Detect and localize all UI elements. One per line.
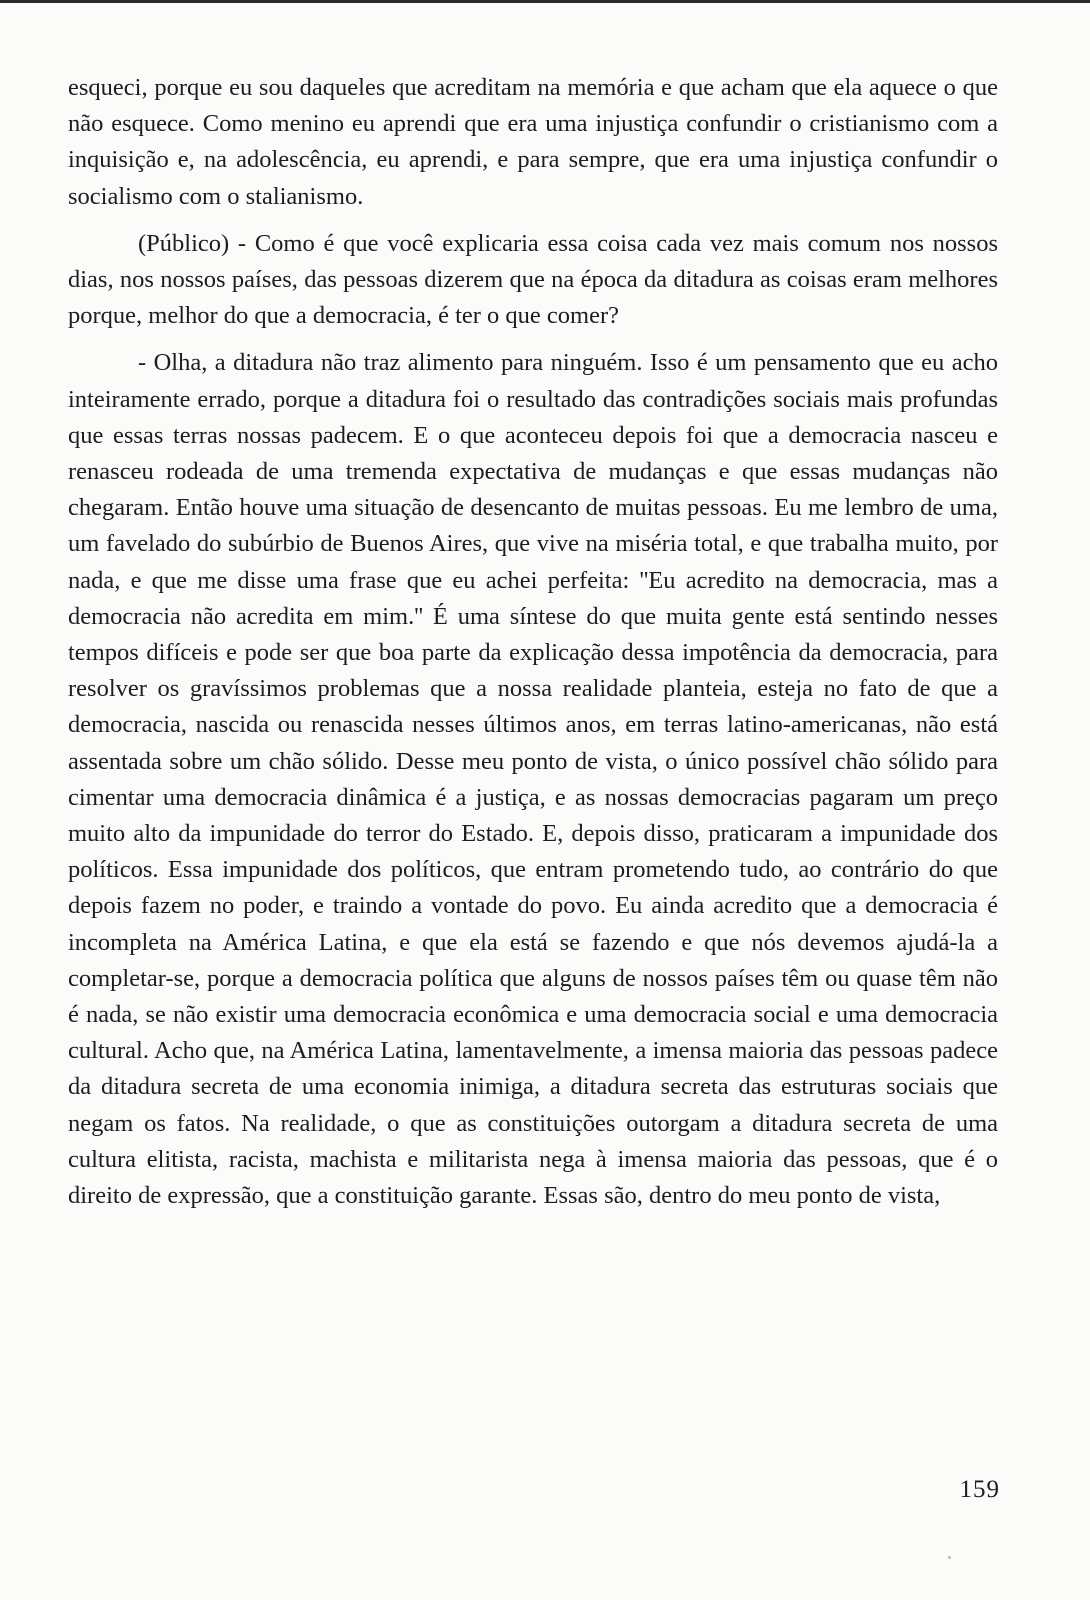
scan-speck [948, 1556, 951, 1559]
page-number: 159 [959, 1476, 1000, 1503]
page-top-edge [0, 0, 1090, 3]
paragraph-continuation: esqueci, porque eu sou daqueles que acreditam na memória e que acham que ela aquece o que não esquece. Como menino eu aprendi que era uma injustiça confundir o cristianismo com a inquisição e, na adolescência, eu aprendi, e para sempre, que era uma injustiça confundir o socialismo com o stalianismo. [68, 74, 998, 210]
page-body [68, 70, 998, 1225]
paragraph-audience-question: (Público) - Como é que você explicaria essa coisa cada vez mais comum nos nossos dias, nos nossos países, das pessoas dizerem que na época da ditadura as coisas eram melhores porque, melhor do que a democracia, é ter o que comer? [68, 229, 998, 330]
paragraph-answer: - Olha, a ditadura não traz alimento para ninguém. Isso é um pensamento que eu acho inteiramente errado, porque a ditadura foi o resultado das contradições sociais mais profundas que essas terras nossas padecem. E o que aconteceu depois foi que a democracia nasceu e renasceu rodeada de uma tremenda expectativa de mudanças e que essas mudanças não chegaram. Então houve uma situação de desencanto de muitas pessoas. Eu me lembro de uma, um favelado do subúrbio de Buenos Aires, que vive na miséria total, e que trabalha muito, por nada, e que me disse uma frase que eu achei perfeita: ''Eu acredito na democracia, mas a democracia não acredita em mim.'' É uma síntese do que muita gente está sentindo nesses tempos difíceis e pode ser que boa parte da explicação dessa impotência da democracia, para resolver os gravíssimos problemas que a nossa realidade planteia, esteja no fato de que a democracia, nascida ou renascida nesses últimos anos, em terras latino-americanas, não está assentada sobre um chão sólido. Desse meu ponto de vista, o único possível chão sólido para cimentar uma democracia dinâmica é a justiça, e as nossas democracias pagaram um preço muito alto da impunidade do terror do Estado. E, depois disso, praticaram a impunidade dos políticos. Essa impunidade dos políticos, que entram prometendo tudo, ao contrário do que depois fazem no poder, e traindo a vontade do povo. Eu ainda acredito que a democracia é incompleta na América Latina, e que ela está se fazendo e que nós devemos ajudá-la a completar-se, porque a democracia política que alguns de nossos países têm ou quase têm não é nada, se não existir uma democracia econômica e uma democracia social e uma democracia cultural. Acho que, na América Latina, lamentavelmente, a imensa maioria das pessoas padece da ditadura secreta de uma economia inimiga, a ditadura secreta das estruturas sociais que negam os fatos. Na realidade, o que as constituições outorgam a ditadura secreta de uma cultura elitista, racista, machista e militarista nega à imensa maioria das pessoas, que é o direito de expressão, que a constituição garante. Essas são, dentro do meu ponto de vista, [68, 349, 998, 1210]
